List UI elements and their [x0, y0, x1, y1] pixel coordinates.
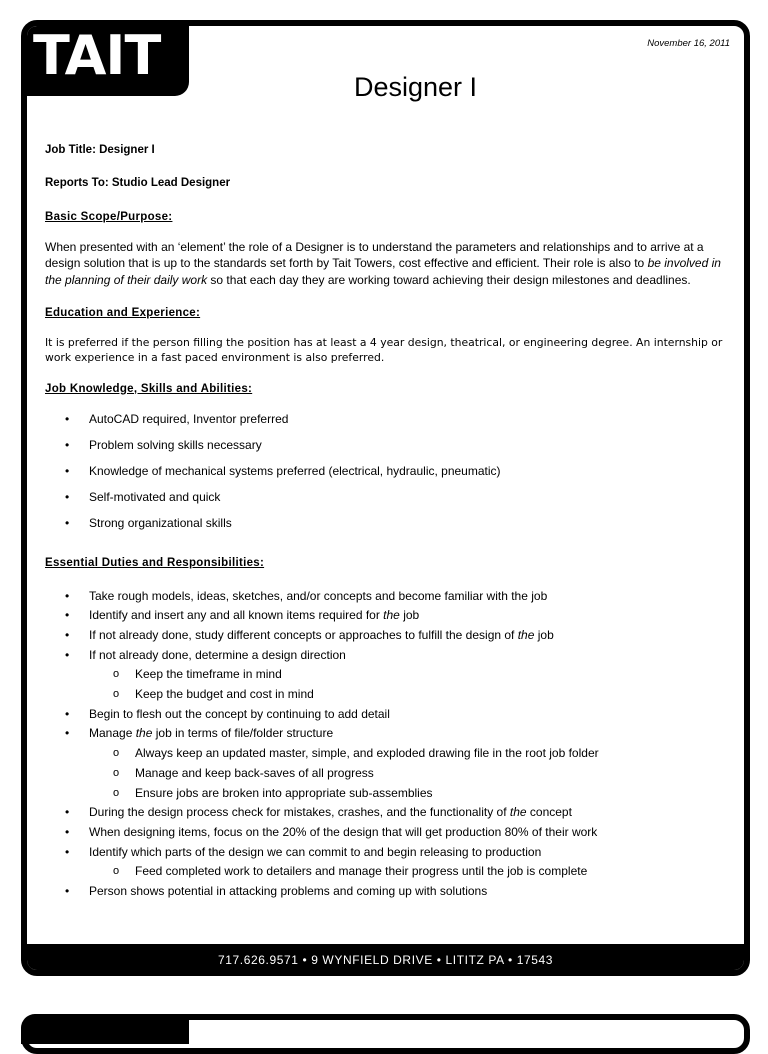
job-title: Job Title: Designer I — [45, 144, 155, 156]
list-item: • Identify which parts of the design we can commit to and begin releasing to production — [65, 844, 542, 859]
document-date: November 16, 2011 — [647, 38, 730, 49]
education-paragraph: It is preferred if the person filling the position has at least a 4 year design, theatrical, or engineering degree. An internship or work experience in a fast paced environment is also preferred. — [45, 335, 723, 364]
scope-text-end: so that each day they are working toward achieving their design milestones and deadlines. — [207, 272, 691, 287]
document-page — [21, 20, 750, 976]
education-heading: Education and Experience: — [45, 307, 201, 319]
next-page-logo-tab — [21, 1014, 189, 1044]
sub-list-item: o Keep the timeframe in mind — [113, 667, 282, 682]
sub-list-item: o Ensure jobs are broken into appropriate sub-assemblies — [113, 785, 433, 800]
sub-list-item: o Manage and keep back-saves of all progress — [113, 765, 374, 780]
skills-heading: Job Knowledge, Skills and Abilities: — [45, 382, 253, 395]
list-item: • Manage the job in terms of file/folder structure — [65, 726, 334, 741]
list-item: • Knowledge of mechanical systems preferred (electrical, hydraulic, pneumatic) — [65, 464, 501, 478]
skills-list — [45, 411, 735, 541]
list-item: • If not already done, determine a design direction — [65, 647, 346, 662]
list-item: • During the design process check for mistakes, crashes, and the functionality of the concept — [65, 805, 572, 820]
duties-list — [45, 587, 735, 902]
sub-list-item: o Always keep an updated master, simple, and exploded drawing file in the root job folder — [113, 746, 599, 761]
scope-heading: Basic Scope/Purpose: — [45, 211, 173, 223]
list-item: • AutoCAD required, Inventor preferred — [65, 412, 289, 426]
document-body — [45, 142, 735, 902]
footer-address: 717.626.9571 • 9 WYNFIELD DRIVE • LITITZ PA • 17543 — [21, 944, 750, 976]
duties-heading: Essential Duties and Responsibilities: — [45, 557, 265, 569]
list-item: • Person shows potential in attacking problems and coming up with solutions — [65, 884, 488, 899]
list-item: • Take rough models, ideas, sketches, and/or concepts and become familiar with the job — [65, 588, 548, 603]
sub-list-item: o Keep the budget and cost in mind — [113, 687, 314, 702]
list-item: • Begin to flesh out the concept by continuing to add detail — [65, 706, 390, 721]
scope-text: When presented with an ‘element’ the role of a Designer is to understand the parameters and relationships and to arrive at a design solution that is up to the standards set forth by Tait Towers, cost effective and efficient. Their role is also to — [45, 239, 704, 270]
next-page-edge — [21, 1014, 750, 1054]
list-item: • Self-motivated and quick — [65, 490, 221, 504]
reports-to: Reports To: Studio Lead Designer — [45, 176, 231, 189]
list-item: • Problem solving skills necessary — [65, 438, 262, 452]
scope-text-italic: be involved in the planning of their daily work — [45, 256, 721, 287]
scope-paragraph — [45, 239, 735, 289]
list-item: • Identify and insert any and all known items required for the job — [65, 608, 420, 623]
list-item: • When designing items, focus on the 20% of the design that will get production 80% of their work — [65, 824, 598, 839]
list-item: • If not already done, study different concepts or approaches to fulfill the design of the job — [65, 627, 554, 642]
sub-list-item: o Feed completed work to detailers and manage their progress until the job is complete — [113, 864, 588, 879]
page-title: Designer I — [353, 72, 478, 102]
list-item: • Strong organizational skills — [65, 516, 232, 530]
tait-logo: TAIT — [33, 24, 161, 87]
